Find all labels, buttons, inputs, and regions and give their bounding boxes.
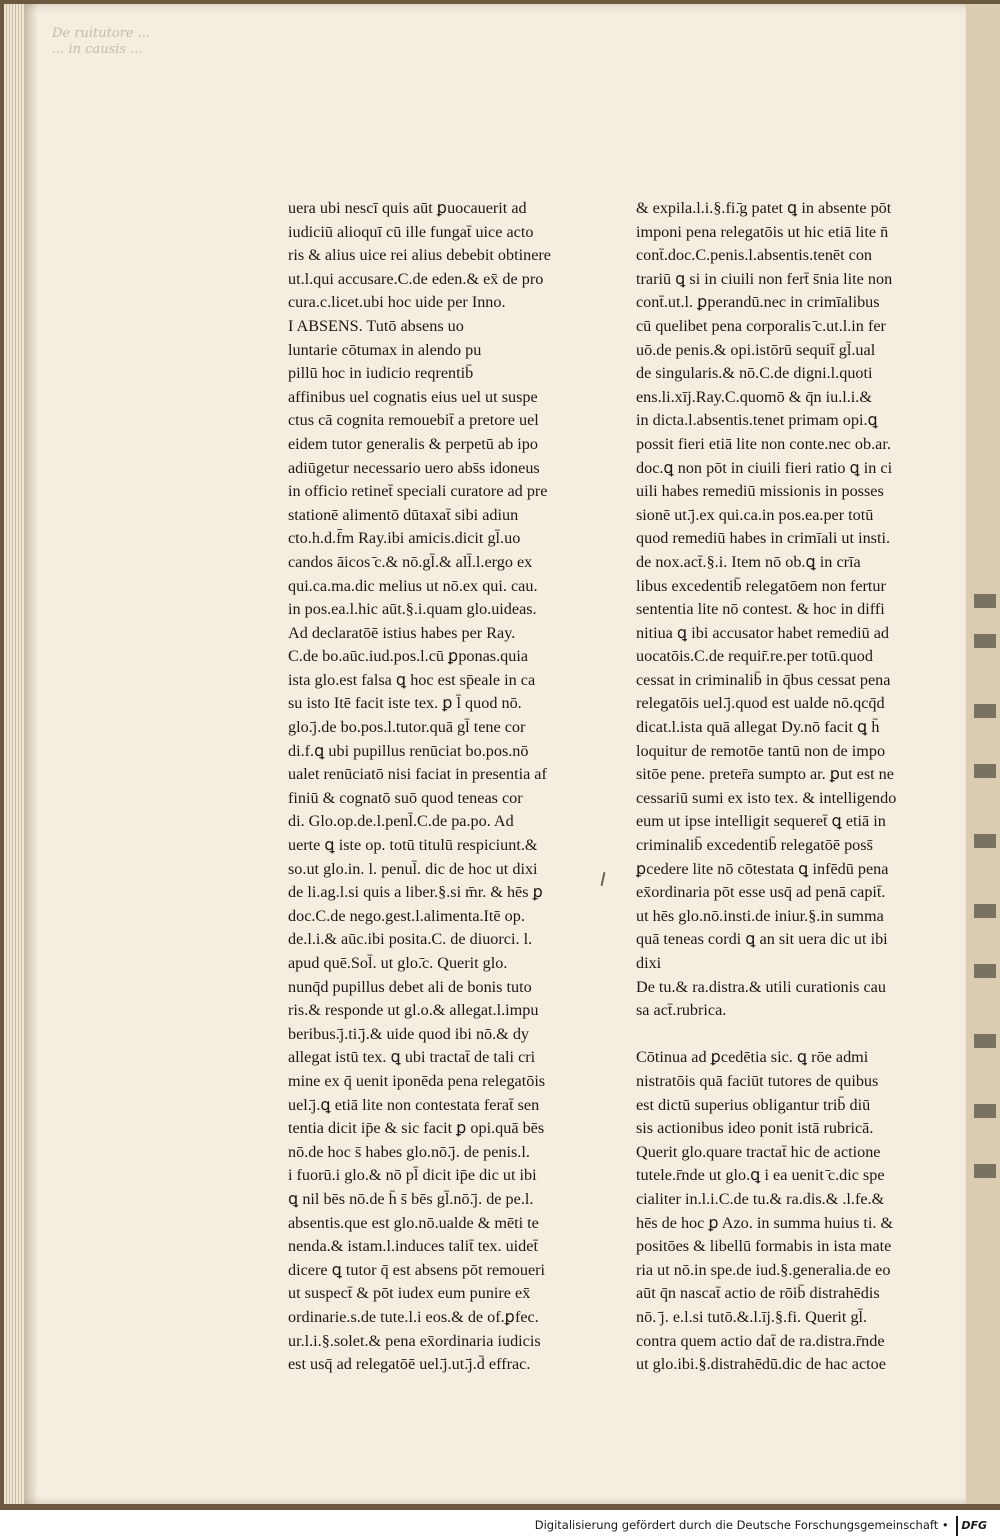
note-line: De ruitutore ...: [52, 26, 151, 41]
facing-text-fragment: [974, 594, 996, 608]
facing-text-fragment: [974, 704, 996, 718]
text-line: i fuorū.i glo.& nō pl̄ dicit ip̄e dic ut ibi: [288, 1166, 537, 1185]
text-line: uocatōis.C.de requir̄.re.per totū.quod: [636, 647, 873, 666]
text-line: uerte ꝗ iste op. totū titulū respiciunt.&: [288, 836, 538, 855]
text-line: cessat in criminalib̄ in q̄bus cessat pena: [636, 670, 891, 689]
facing-text-fragment: [974, 1104, 996, 1118]
text-line: ur.l.i.§.solet.& pena ex̄ordinaria iudicis: [288, 1331, 541, 1350]
text-line: de nox.act̄.§.i. Item nō ob.ꝗ in crīa: [636, 552, 861, 571]
facing-text-fragment: [974, 1164, 996, 1178]
text-line: apud quē.Sol̄. ut glo.̄c. Querit glo.: [288, 954, 508, 972]
text-line: ctus cā cognita remouebit̄ a pretore uel: [288, 411, 539, 430]
text-line: trariū ꝗ si in ciuili non fert̄ s̄nia lite non: [636, 269, 893, 288]
text-line: cto.h.d.f̄m Ray.ibi amicis.dicit gl̄.uo: [288, 529, 521, 548]
text-line: doc.C.de nego.gest.l.alimenta.Itē op.: [288, 906, 525, 925]
text-line: allegat istū tex. ꝗ ubi tractat̄ de tali cri: [288, 1048, 536, 1067]
text-line: absentis.que est glo.nō.ualde & mēti te: [288, 1213, 539, 1232]
text-line: ens.li.xīj.Ray.C.quomō & q̄n iu.l.i.&: [636, 387, 872, 406]
text-line: est dictū superius obligantur trib̄ diū: [636, 1095, 871, 1114]
text-line: iudiciū alioquī cū ille fungat̄ uice acto: [288, 222, 534, 241]
text-line: ut hēs glo.nō.insti.de iniur.§.in summa: [636, 906, 884, 925]
text-line: pillū hoc in iudicio reqrentib̄: [288, 364, 474, 383]
text-line: loquitur de remotōe tantū non de impo: [636, 741, 886, 760]
text-line: affinibus uel cognatis eius uel ut suspe: [288, 387, 538, 406]
page-edges: [4, 4, 24, 1504]
text-line: qui.ca.ma.dic melius ut nō.ex qui. cau.: [288, 576, 538, 595]
gutter-shadow: [24, 4, 38, 1504]
text-line: I ABSENS. Tutō absens uo: [288, 316, 464, 335]
text-line: cialiter in.l.i.C.de tu.& ra.dis.& .l.fe.&: [636, 1189, 885, 1208]
text-line: sis actionibus ideo ponit istā rubricā.: [636, 1119, 874, 1138]
text-line: so.ut glo.in. l. penul̄. dic de hoc ut dixi: [288, 859, 538, 878]
facing-text-fragment: [974, 1034, 996, 1048]
text-line: in pos.ea.l.hic aūt.§.i.quam glo.uideas.: [288, 600, 537, 619]
text-line: relegatōis uel.̄j.quod est ualde nō.qcq̄d: [636, 694, 885, 713]
text-line: dicere ꝗ tutor q̄ est absens pōt remoueri: [288, 1260, 546, 1279]
text-line: Cōtinua ad ꝑcedētia sic. ꝗ rōe admi: [636, 1048, 869, 1067]
text-line: positōes & libellū formabis in ista mate: [636, 1237, 892, 1256]
text-line: ex̄ordinaria pōt esse usq̄ ad penā capit̄.: [636, 883, 886, 902]
text-line: de.l.i.& aūc.ibi posita.C. de diuorci. l.: [288, 930, 533, 949]
text-line: di. Glo.op.de.l.penl̄.C.de pa.po. Ad: [288, 812, 514, 831]
facing-text-fragment: [974, 904, 996, 918]
text-line: su isto Itē facit iste tex. ꝑ l̄ quod nō.: [288, 694, 522, 713]
text-line: uera ubi nescī quis aūt ꝑuocauerit ad: [288, 199, 527, 217]
text-line: cont̄.doc.C.penis.l.absentis.tenēt con: [636, 246, 873, 265]
text-line: imponi pena relegatōis ut hic etiā lite n̄: [636, 222, 889, 241]
note-line: ... in causis ...: [52, 42, 143, 57]
text-line: sententia lite nō contest. & hoc in diffi: [636, 600, 885, 619]
facing-text-fragment: [974, 634, 996, 648]
facing-text-fragment: [974, 964, 996, 978]
text-line: ut glo.ibi.§.distrahēdū.dic de hac actoe: [636, 1355, 886, 1374]
text-line: beribus.̄j.ti.̄j.& uide quod ibi nō.& dy: [288, 1024, 530, 1043]
text-line: glo.̄j.de bo.pos.l.tutor.quā gl̄ tene cor: [288, 718, 526, 737]
text-line: dicat.l.ista quā allegat Dy.nō facit ꝗ h̄: [636, 718, 880, 737]
text-line: tutele.r̄nde ut glo.ꝗ i ea uenit ̄c.dic spe: [636, 1166, 885, 1185]
text-line: eidem tutor generalis & perpetū ab ipo: [288, 434, 538, 453]
text-line: contra quem actio dat̄ de ra.distra.r̄nde: [636, 1331, 885, 1350]
text-line: nō.de hoc s̄ habes glo.nō.̄j. de penis.l.: [288, 1142, 530, 1161]
text-line: est usq̄ ad relegatōē uel.̄j.ut.̄j.d̄ effrac.: [288, 1355, 531, 1374]
dfg-logo: DFG: [956, 1516, 990, 1536]
text-line: stationē alimentō dūtaxat̄ sibi adiun: [288, 505, 519, 524]
right-text-column: [636, 197, 936, 1377]
text-line: cura.c.licet.ubi hoc uide per Inno.: [288, 293, 506, 312]
text-line: Querit glo.quare tractat̄ hic de actione: [636, 1142, 881, 1161]
text-line: sionē ut.̄j.ex qui.ca.in pos.ea.per totū: [636, 505, 874, 524]
text-line: quā teneas cordi ꝗ an sit uera dic ut ibi: [636, 930, 888, 949]
facing-text-fragment: [974, 764, 996, 778]
text-line: uili habes remediū missionis in posses: [636, 482, 884, 501]
text-line: ris & alius uice rei alius debebit obtinere: [288, 246, 551, 265]
text-line: ꝗ nil bēs nō.de h̄ s̄ bēs gl̄.nō.̄j. de pe.l.: [288, 1189, 534, 1208]
text-line: uel.̄j.ꝗ etiā lite non contestata ferat̄ sen: [288, 1095, 540, 1114]
text-line: in dicta.l.absentis.tenet primam opi.ꝗ: [636, 411, 878, 430]
text-line: luntarie cōtumax in alendo pu: [288, 340, 482, 359]
text-line: sitōe pene. preter̄a sumpto ar. ꝑut est ne: [636, 765, 894, 784]
faded-handwritten-note: [52, 26, 412, 58]
left-text-column: [288, 197, 588, 1377]
text-line: Ad declaratōē istius habes per Ray.: [288, 623, 516, 642]
text-line: eum ut ipse intelligit sequeret̄ ꝗ etiā in: [636, 812, 886, 831]
text-line: ris.& responde ut gl.o.& allegat.l.impu: [288, 1001, 539, 1020]
text-line: uō.de penis.& opi.istōrū sequit̄ gl̄.ual: [636, 340, 876, 359]
text-line: quod remediū habes in crimīali ut insti.: [636, 529, 891, 548]
text-line: possit fieri etiā lite non conte.nec ob.ar.: [636, 434, 891, 453]
text-line: in officio retinet̄ speciali curatore ad pre: [288, 482, 548, 501]
text-line: di.f.ꝗ ubi pupillus renūciat bo.pos.nō: [288, 741, 529, 760]
text-line: hēs de hoc ꝑ Azo. in summa huius ti. &: [636, 1213, 894, 1232]
text-line: doc.ꝗ non pōt in ciuili fieri ratio ꝗ in ci: [636, 458, 893, 477]
facing-text-fragment: [974, 834, 996, 848]
text-line: finiū & cognatō suō quod teneas cor: [288, 788, 523, 807]
text-line: tentia dicit ip̄e & sic facit ꝑ opi.quā bēs: [288, 1119, 545, 1138]
text-line: cū quelibet pena corporalis ̄c.ut.l.in fer: [636, 316, 886, 335]
text-line: ria ut nō.in spe.de iud.§.generalia.de eo: [636, 1260, 891, 1279]
credit-text: Digitalisierung gefördert durch die Deutsche Forschungsgemeinschaft •: [534, 1518, 949, 1532]
text-line: de singularis.& nō.C.de digni.l.quoti: [636, 364, 873, 383]
text-line: nistratōis quā faciūt tutores de quibus: [636, 1071, 879, 1090]
text-line: mine ex q̄ uenit iponēda pena relegatōis: [288, 1071, 546, 1090]
text-line: C.de bo.aūc.iud.pos.l.cū ꝑponas.quia: [288, 647, 529, 666]
digitization-credit: [535, 1515, 990, 1535]
facing-page-edge: [966, 4, 1000, 1504]
text-line: cont̄.ut.l. ꝑperandū.nec in crimīalibus: [636, 293, 880, 312]
text-line: aūt q̄n nascat̄ actio de rōib̄ distrahēdis: [636, 1284, 880, 1303]
text-line: ordinarie.s.de tute.l.i eos.& de of.ꝑfec.: [288, 1307, 539, 1326]
text-line: ista glo.est falsa ꝗ hoc est sp̄eale in ca: [288, 670, 536, 689]
text-line: ut.l.qui accusare.C.de eden.& ex̄ de pro: [288, 269, 544, 288]
text-line: sa act̄.rubrica.: [636, 1001, 727, 1020]
text-line: cessariū sumi ex isto tex. & intelligendo: [636, 788, 897, 807]
text-line: libus excedentib̄ relegatōem non fertur: [636, 576, 886, 595]
text-line: candos āicos ̄c.& nō.gl̄.& all̄.l.ergo ex: [288, 552, 533, 571]
text-line: dixi: [636, 954, 662, 972]
text-line: [636, 1023, 936, 1047]
text-line: ut suspect̄ & pōt iudex eum punire ex̄: [288, 1284, 531, 1303]
text-line: ualet renūciatō nisi faciat in presentia af: [288, 765, 547, 784]
text-line: ꝑcedere lite nō cōtestata ꝗ infēdū pena: [636, 859, 889, 878]
text-line: nenda.& istam.l.induces talit̄ tex. uidet̄: [288, 1237, 538, 1256]
text-line: nitiua ꝗ ibi accusator habet remediū ad: [636, 623, 889, 642]
text-line: nunq̄d pupillus debet ali de bonis tuto: [288, 977, 532, 996]
text-line: & expila.l.i.§.fi.̄g patet ꝗ in absente pōt: [636, 199, 892, 217]
text-line: adiūgetur necessario uero abs̄s idoneus: [288, 458, 540, 477]
text-line: criminalib̄ excedentib̄ relegatōē poss̄: [636, 836, 873, 855]
text-line: De tu.& ra.distra.& utili curationis cau: [636, 977, 886, 996]
text-line: nō. ̄j. e.l.si tutō.&.l.īj.§.fi. Querit gl̄.: [636, 1307, 868, 1326]
text-line: de li.ag.l.si quis a liber.§.si m̄r. & hēs ꝑ: [288, 883, 543, 902]
